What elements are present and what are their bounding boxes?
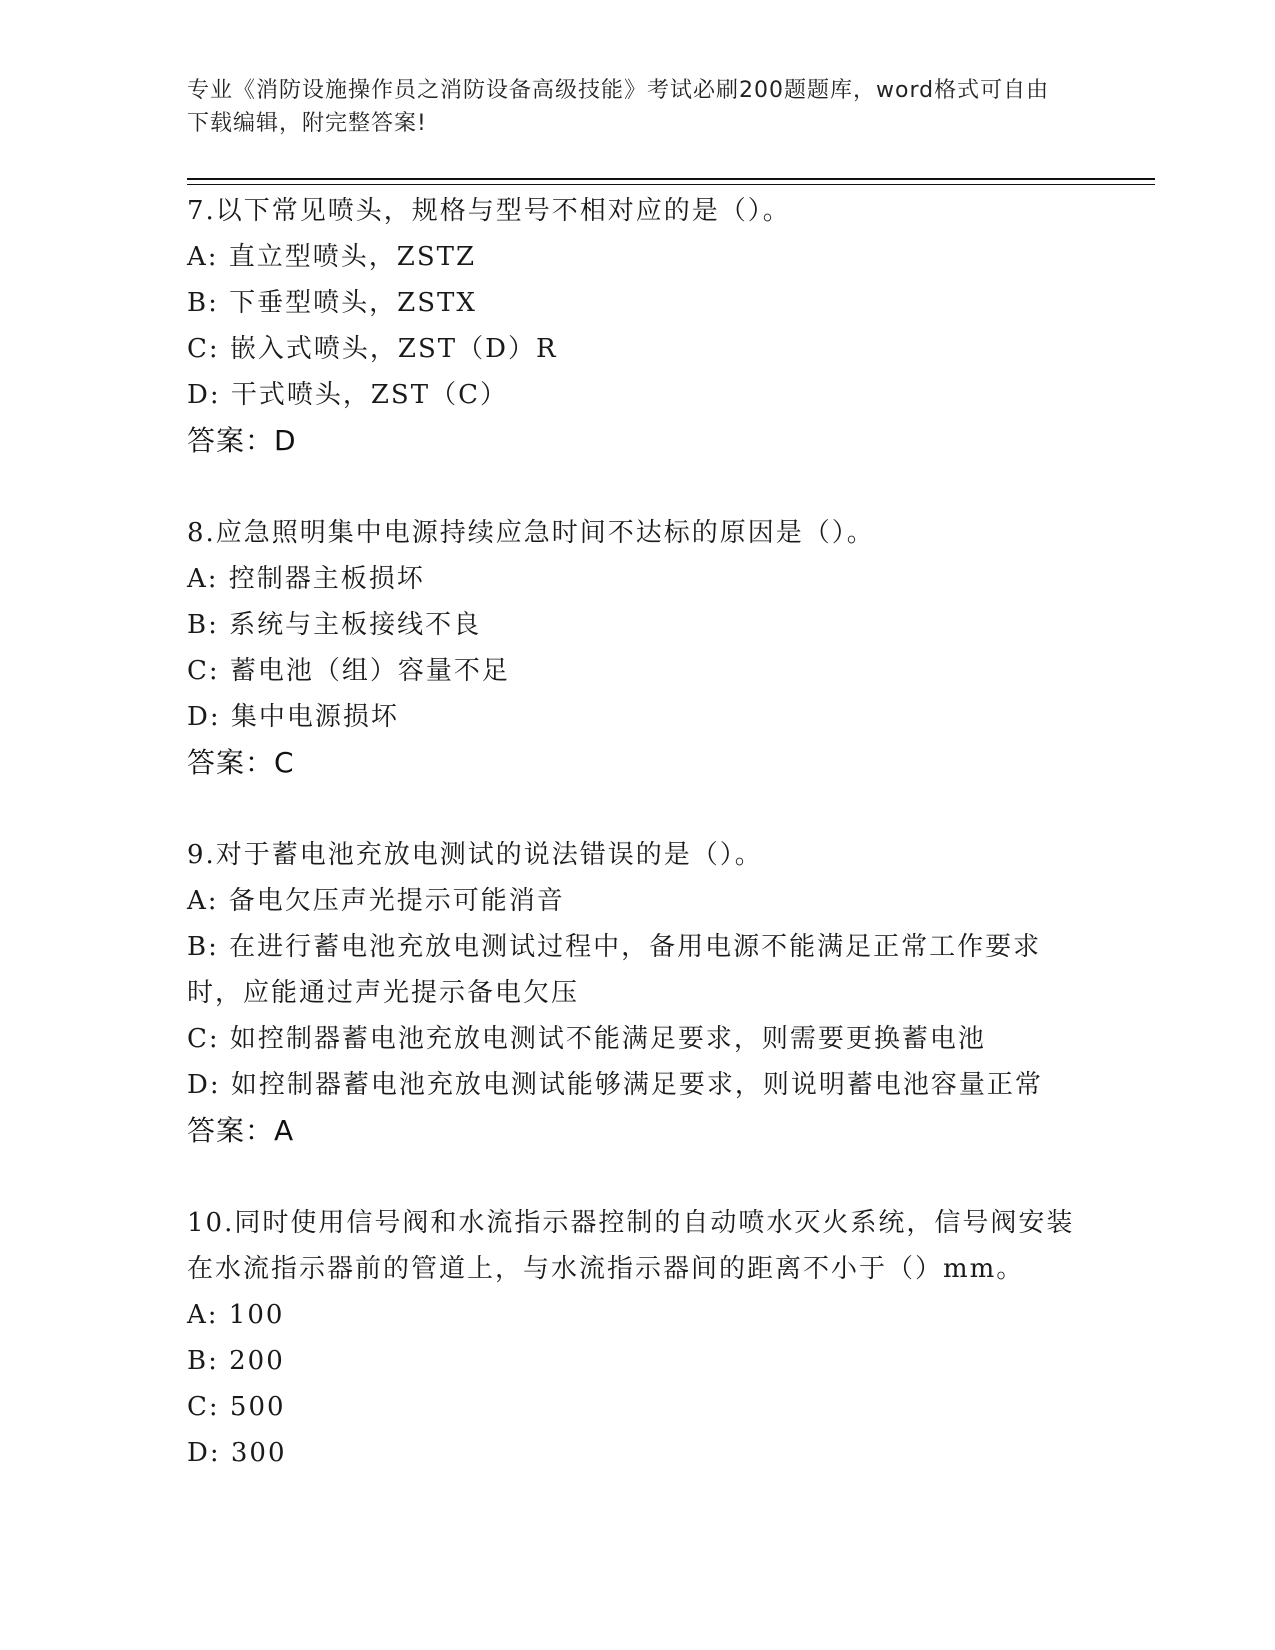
- document-header: 专业《消防设施操作员之消防设备高级技能》考试必刷200题题库，word格式可自由下载编辑，附完整答案!: [187, 78, 1050, 136]
- question-list: [187, 188, 1087, 1522]
- option-a: A: 直立型喷头，ZSTZ: [187, 242, 477, 272]
- option-d: D: 集中电源损坏: [187, 702, 399, 732]
- answer-label: 答案：A: [187, 1114, 295, 1147]
- question-8: [187, 510, 1087, 786]
- answer-label: 答案：C: [187, 746, 295, 779]
- header-divider-thick: [187, 178, 1155, 180]
- option-a: A: 控制器主板损坏: [187, 564, 425, 594]
- header-divider-thin: [187, 184, 1155, 185]
- question-stem: 10.同时使用信号阀和水流指示器控制的自动喷水灭火系统，信号阀安装在水流指示器前的管道上，与水流指示器间的距离不小于（）mm。: [187, 1208, 1075, 1284]
- question-stem: 7.以下常见喷头，规格与型号不相对应的是（）。: [187, 196, 791, 226]
- option-b: B: 200: [187, 1346, 285, 1376]
- option-a: A: 100: [187, 1300, 285, 1330]
- question-7: [187, 188, 1087, 464]
- option-c: C: 蓄电池（组）容量不足: [187, 656, 510, 686]
- option-c: C: 500: [187, 1392, 286, 1422]
- question-10: [187, 1200, 1087, 1476]
- answer-label: 答案：D: [187, 424, 297, 457]
- option-c: C: 如控制器蓄电池充放电测试不能满足要求，则需要更换蓄电池: [187, 1024, 986, 1054]
- option-d: D: 干式喷头，ZST（C）: [187, 380, 508, 410]
- option-b: B: 系统与主板接线不良: [187, 610, 482, 640]
- question-9: [187, 832, 1087, 1154]
- option-c: C: 嵌入式喷头，ZST（D）R: [187, 334, 558, 364]
- option-d: D: 300: [187, 1438, 287, 1468]
- option-b: B: 下垂型喷头，ZSTX: [187, 288, 477, 318]
- option-a: A: 备电欠压声光提示可能消音: [187, 886, 565, 916]
- option-b: B: 在进行蓄电池充放电测试过程中，备用电源不能满足正常工作要求时，应能通过声光提示备电欠压: [187, 932, 1042, 1008]
- question-stem: 9.对于蓄电池充放电测试的说法错误的是（）。: [187, 840, 763, 870]
- option-d: D: 如控制器蓄电池充放电测试能够满足要求，则说明蓄电池容量正常: [187, 1070, 1043, 1100]
- question-stem: 8.应急照明集中电源持续应急时间不达标的原因是（）。: [187, 518, 875, 548]
